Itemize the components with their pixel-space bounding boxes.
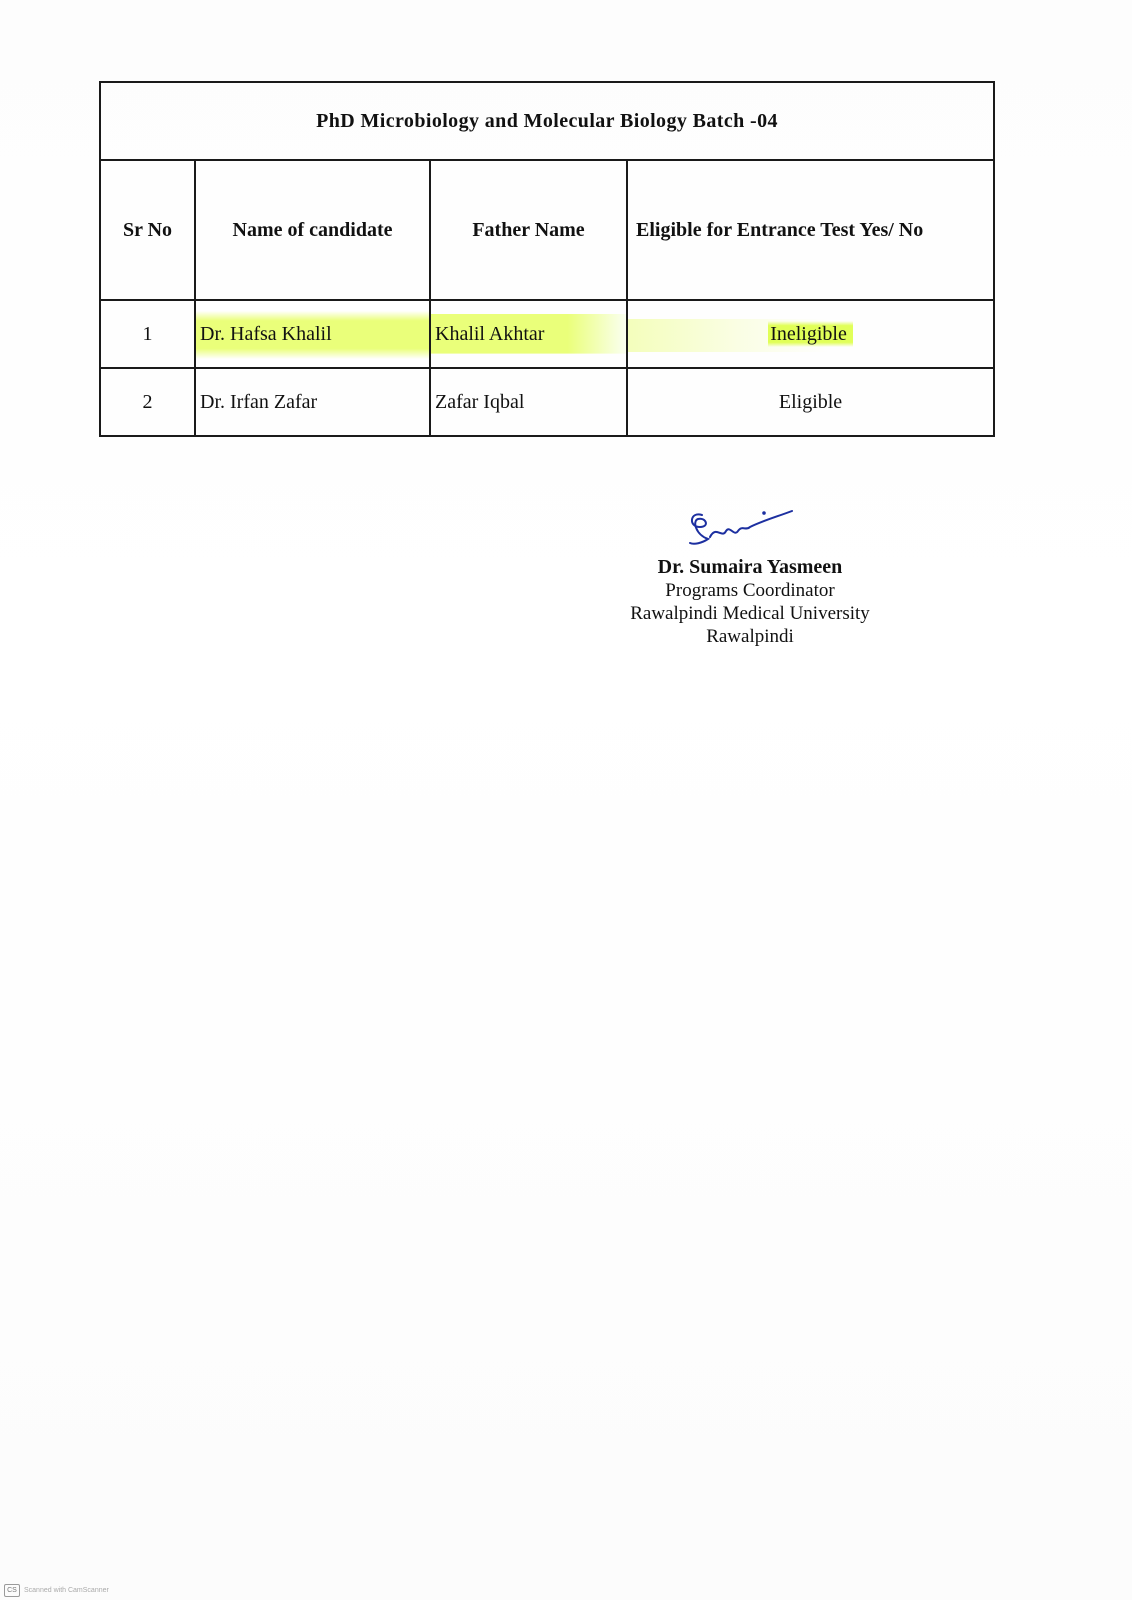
highlighted-status-text: Ineligible [768,321,853,347]
signatory-name: Dr. Sumaira Yasmeen [657,556,843,578]
cell-father-name: Zafar Iqbal [430,368,627,436]
cell-sr-no: 2 [100,368,195,436]
cell-candidate-name: Dr. Hafsa Khalil [195,300,430,368]
cell-sr-no: 1 [100,300,195,368]
eligibility-table [99,81,995,437]
eligibility-table-container [99,81,993,437]
column-header-candidate-name: Name of candidate [195,160,430,300]
scanner-watermark [4,1584,109,1597]
table-title-row [100,82,994,160]
table-row [100,368,994,436]
cell-father-name: Khalil Akhtar [430,300,627,368]
column-header-eligibility: Eligible for Entrance Test Yes/ No [627,160,994,300]
signatory-title: Programs Coordinator [665,580,835,601]
cell-eligibility-status [627,300,994,368]
cell-eligibility-status: Eligible [627,368,994,436]
table-header-row [100,160,994,300]
handwritten-signature [680,505,800,555]
table-title: PhD Microbiology and Molecular Biology Batch -04 [100,82,994,160]
cell-candidate-name: Dr. Irfan Zafar [195,368,430,436]
signatory-city: Rawalpindi [706,626,794,647]
column-header-sr-no: Sr No [100,160,195,300]
scanner-text: Scanned with CamScanner [24,1587,109,1594]
signatory-institution: Rawalpindi Medical University [630,603,870,624]
column-header-father-name: Father Name [430,160,627,300]
camscanner-logo-icon: CS [4,1584,20,1597]
table-row [100,300,994,368]
signature-block [600,505,900,648]
